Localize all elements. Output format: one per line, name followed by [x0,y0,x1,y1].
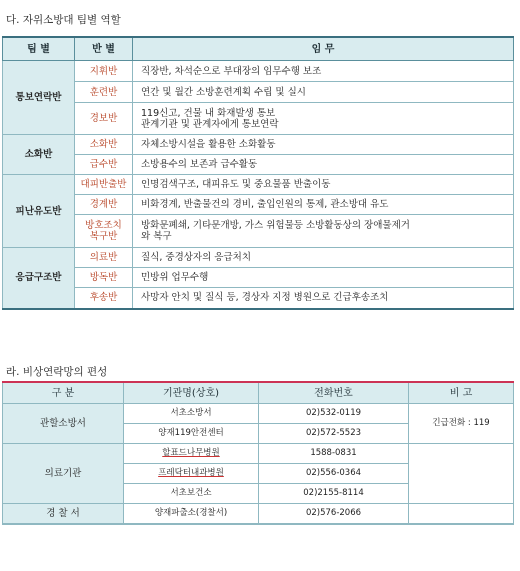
org-name: 할표드나무병원 [124,444,259,464]
duty-text: 질식, 중경상자의 응급처치 [133,248,514,268]
header-dept: 반 별 [75,37,133,61]
dept-name: 의료반 [75,248,133,268]
table-row [3,444,514,464]
header-duty: 임 무 [133,37,514,61]
section-heading-emergency-network: 라. 비상연락망의 편성 [6,366,108,378]
duty-text: 직장반, 차석순으로 부대장의 임무수행 보조 [133,61,514,82]
dept-name: 경보반 [75,103,133,135]
table-row [3,215,514,248]
team-roles-table [2,36,514,310]
table-row [3,82,514,103]
category-cell: 의료기관 [3,444,124,504]
org-name: 프레닥터내과병원 [124,464,259,484]
team-name: 응급구조반 [3,248,75,309]
table-header-row [3,382,514,404]
header-team: 팀 별 [3,37,75,61]
header-phone: 전화번호 [259,382,409,404]
org-name: 서초소방서 [124,404,259,424]
org-name: 양재파출소(경찰서) [124,504,259,525]
dept-name: 훈련반 [75,82,133,103]
table-row [3,61,514,82]
phone-number: 02)2155-8114 [259,484,409,504]
phone-number: 02)576-2066 [259,504,409,525]
table-row [3,248,514,268]
dept-line: 방호조치 [85,220,122,231]
dept-name: 방독반 [75,268,133,288]
duty-line: 방화문폐쇄, 기타문개방, 가스 위험물등 소방활동상의 장애물제거 [141,220,410,231]
header-note: 비 고 [409,382,514,404]
duty-text: 연간 및 월간 소방훈련계획 수립 및 실시 [133,82,514,103]
dept-line: 복구반 [89,231,118,242]
duty-text [133,215,514,248]
duty-line: 119신고, 건물 내 화재발생 통보 [141,107,276,119]
dept-name: 소화반 [75,135,133,155]
table-row [3,155,514,175]
table-row [3,268,514,288]
duty-text: 비화경계, 반출물건의 경비, 출입인원의 통제, 관소방대 유도 [133,195,514,215]
duty-text: 인명검색구조, 대피유도 및 중요물품 반출이동 [133,175,514,195]
section-heading-team-roles: 다. 자위소방대 팀별 역할 [6,14,121,26]
org-name: 양재119안전센터 [124,424,259,444]
duty-text: 자체소방시설을 활용한 소화활동 [133,135,514,155]
emergency-contact-table [2,381,514,525]
team-name: 피난유도반 [3,175,75,248]
team-name: 소화반 [3,135,75,175]
note-cell [409,444,514,504]
phone-number: 02)556-0364 [259,464,409,484]
table-row [3,195,514,215]
org-name: 서초보건소 [124,484,259,504]
dept-name [75,215,133,248]
duty-line: 관계기관 및 관계자에게 통보연락 [141,118,279,130]
note-cell: 긴급전화 : 119 [409,404,514,444]
duty-line: 와 복구 [141,231,172,242]
team-name: 통보연락반 [3,61,75,135]
phone-number: 1588-0831 [259,444,409,464]
table-row [3,135,514,155]
duty-text: 민방위 업무수행 [133,268,514,288]
duty-text: 소방용수의 보존과 급수활동 [133,155,514,175]
header-category: 구 분 [3,382,124,404]
table-header-row [3,37,514,61]
dept-name: 후송반 [75,288,133,309]
dept-name: 대피반출반 [75,175,133,195]
table-row [3,103,514,135]
header-org: 기관명(상호) [124,382,259,404]
table-row [3,288,514,309]
phone-number: 02)532-0119 [259,404,409,424]
note-cell [409,504,514,525]
table-row [3,504,514,525]
duty-text: 사망자 안치 및 질식 등, 경상자 지정 병원으로 긴급후송조치 [133,288,514,309]
dept-name: 급수반 [75,155,133,175]
table-row [3,404,514,424]
table-row [3,175,514,195]
duty-text [133,103,514,135]
dept-name: 경계반 [75,195,133,215]
category-cell: 관할소방서 [3,404,124,444]
phone-number: 02)572-5523 [259,424,409,444]
dept-name: 지휘반 [75,61,133,82]
category-cell: 경 찰 서 [3,504,124,525]
